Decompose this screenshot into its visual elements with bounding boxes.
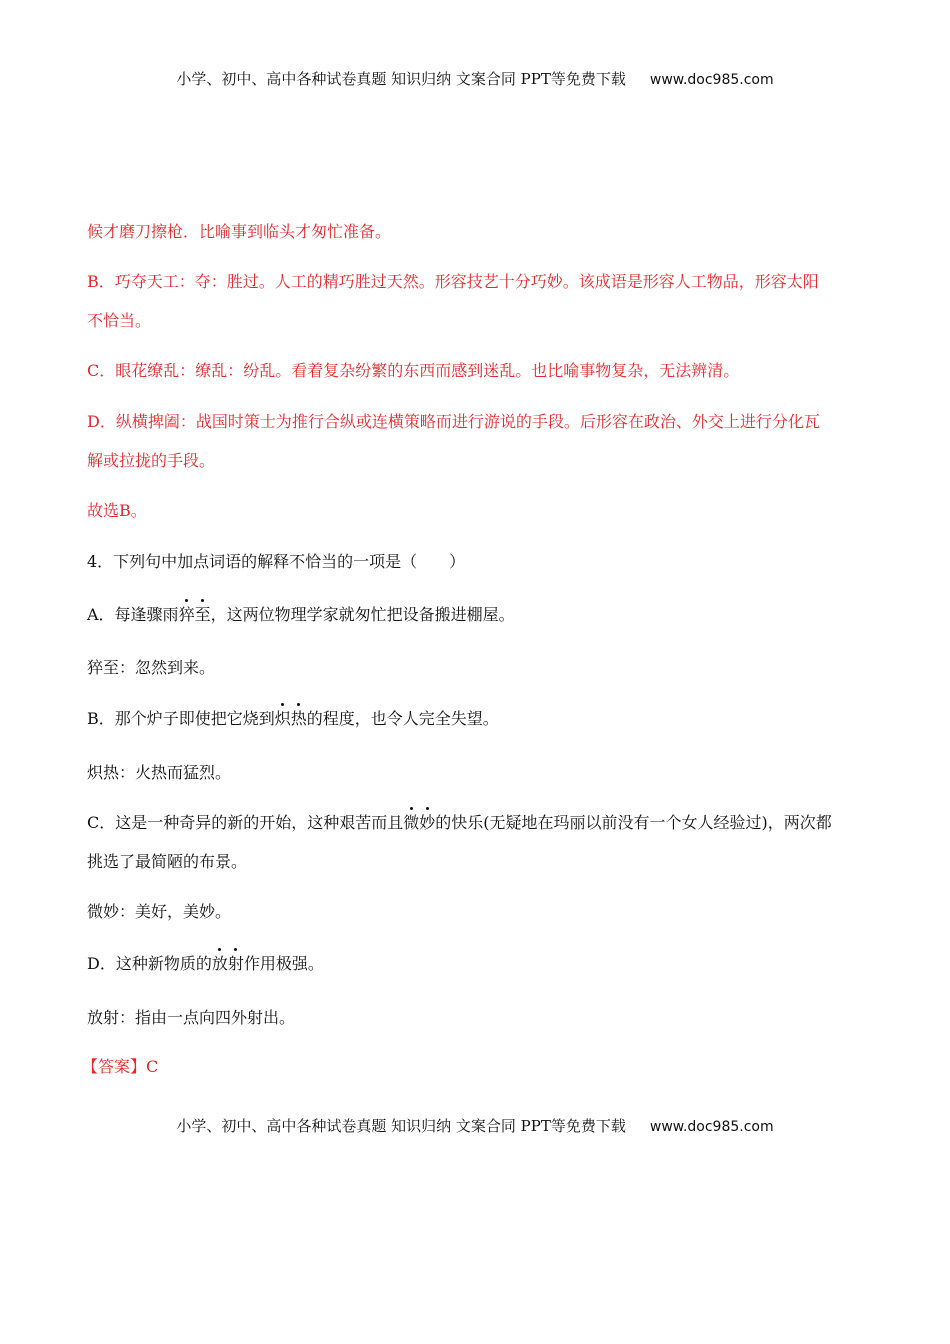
question-stem: 4．下列句中加点词语的解释不恰当的一项是（ ） [87,552,466,571]
option-d-definition: 放射：指由一点向四外射出。 [87,1008,296,1027]
explanation-d-line1: D．纵横捭阖：战国时策士为推行合纵或连横策略而进行游说的手段。后形容在政治、外交上进行分化瓦 [87,412,820,431]
explanation-b-line2: 不恰当。 [87,311,152,330]
option-b [87,708,499,730]
dotted-char: 至 [194,605,211,624]
footer-banner-text: 小学、初中、高中各种试卷真题 知识归纳 文案合同 PPT等免费下载 [176,1117,626,1135]
option-a-definition: 猝至：忽然到来。 [87,658,216,677]
dotted-char: 猝 [178,605,195,624]
option-c-line2: 挑选了最简陋的布景。 [87,852,248,871]
option-c-post: 的快乐(无疑地在玛丽以前没有一个女人经验过)，两次都 [435,813,832,832]
explanation-conclusion: 故选B。 [87,501,147,520]
answer-value: C [146,1057,159,1076]
option-c [87,812,832,834]
header-banner [0,68,950,89]
explanation-d-line2: 解或拉拢的手段。 [87,451,216,470]
dotted-char: 微 [403,813,420,832]
dotted-char: 射 [227,954,244,973]
option-b-definition: 炽热：火热而猛烈。 [87,763,232,782]
header-banner-url[interactable]: www.doc985.com [649,72,774,88]
header-banner-text: 小学、初中、高中各种试卷真题 知识归纳 文案合同 PPT等免费下载 [176,70,626,88]
option-d-post: 作用极强。 [243,954,324,973]
option-a [87,604,515,626]
answer-line [82,1056,158,1078]
explanation-a-continued: 候才磨刀擦枪．比喻事到临头才匆忙准备。 [87,222,392,241]
option-d-pre: D．这种新物质的 [87,954,212,973]
dotted-char: 炽 [274,709,291,728]
option-c-definition: 微妙：美好，美妙。 [87,902,232,921]
explanation-b-line1: B．巧夺天工：夺：胜过。人工的精巧胜过天然。形容技艺十分巧妙。该成语是形容人工物品，形容太阳 [87,272,819,291]
answer-label: 【答案】 [82,1057,147,1076]
option-a-post: ，这两位物理学家就匆忙把设备搬进棚屋。 [210,605,515,624]
dotted-char: 放 [211,954,228,973]
explanation-c: C．眼花缭乱：缭乱：纷乱。看着复杂纷繁的东西而感到迷乱。也比喻事物复杂，无法辨清。 [87,361,740,380]
footer-banner [0,1115,950,1136]
footer-banner-url[interactable]: www.doc985.com [649,1119,774,1135]
option-b-pre: B．那个炉子即使把它烧到 [87,709,275,728]
option-d [87,953,324,975]
option-c-pre: C．这是一种奇异的新的开始，这种艰苦而且 [87,813,404,832]
dotted-char: 妙 [419,813,436,832]
dotted-char: 热 [290,709,307,728]
option-b-post: 的程度，也令人完全失望。 [306,709,499,728]
option-a-pre: A．每逢骤雨 [87,605,179,624]
